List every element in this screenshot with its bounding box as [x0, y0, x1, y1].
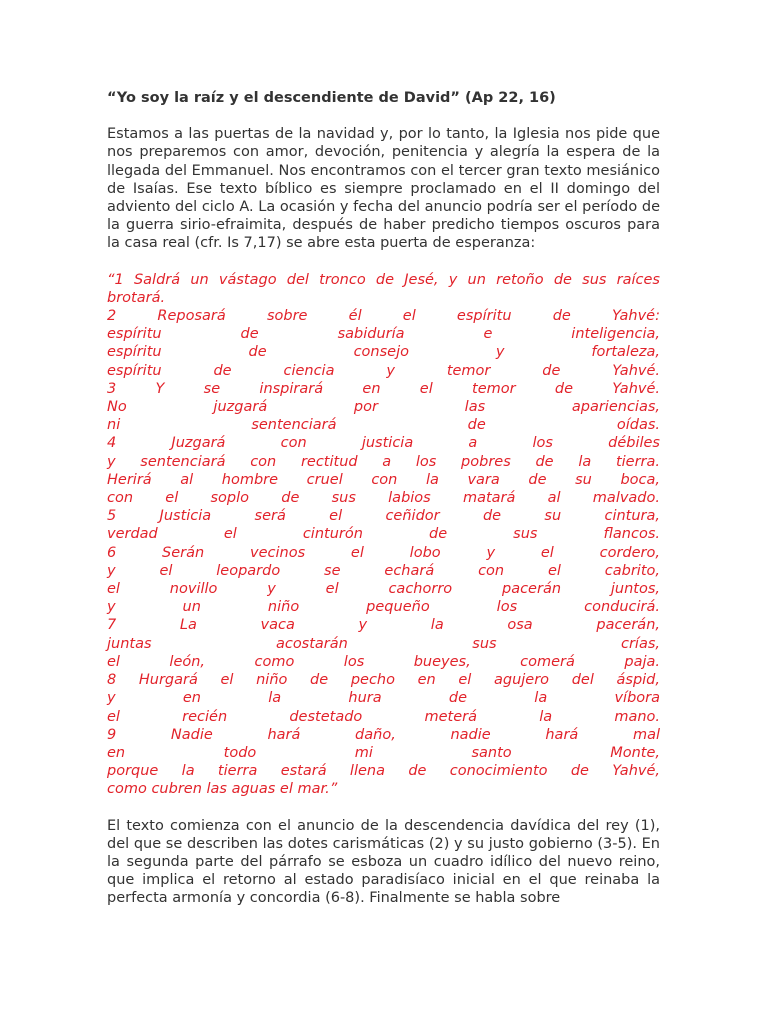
quote-line: porque la tierra estará llena de conocimiento de Yahvé, — [107, 763, 660, 780]
quote-line: y el leopardo se echará con el cabrito, — [107, 562, 660, 579]
quote-line: como cubren las aguas el mar.” — [107, 781, 338, 798]
quote-line: 5 Justicia será el ceñidor de su cintura, — [107, 508, 660, 525]
quote-line: 2 Reposará sobre él el espíritu de Yahvé: — [107, 308, 660, 325]
quote-line: y un niño pequeño los conducirá. — [107, 599, 660, 616]
quote-line: el novillo y el cachorro pacerán juntos, — [107, 581, 660, 598]
quote-line: 8 Hurgará el niño de pecho en el agujero del áspid, — [107, 672, 660, 689]
quote-line: juntas acostarán sus crías, — [107, 635, 660, 652]
quote-line: 6 Serán vecinos el lobo y el cordero, — [107, 544, 660, 561]
bible-quote — [107, 271, 660, 799]
quote-line: espíritu de ciencia y temor de Yahvé. — [107, 362, 660, 379]
quote-line: espíritu de consejo y fortaleza, — [107, 344, 660, 361]
quote-line: 9 Nadie hará daño, nadie hará mal — [107, 726, 660, 743]
quote-line: espíritu de sabiduría e inteligencia, — [107, 326, 660, 343]
quote-line: el recién destetado meterá la mano. — [107, 708, 660, 725]
quote-line: con el soplo de sus labios matará al malvado. — [107, 490, 660, 507]
quote-line: 4 Juzgará con justicia a los débiles — [107, 435, 660, 452]
quote-line: 3 Y se inspirará en el temor de Yahvé. — [107, 380, 660, 397]
quote-line: en todo mi santo Monte, — [107, 744, 660, 761]
quote-line: Herirá al hombre cruel con la vara de su boca, — [107, 471, 660, 488]
quote-line: brotará. — [107, 289, 166, 306]
closing-paragraph: El texto comienza con el anuncio de la descendencia davídica del rey (1), del que se describen las dotes carismáticas (2) y su justo gobierno (3-5). En la segunda parte del párrafo se esboza un cuadro idílico del nuevo reino, que implica el retorno al estado paradisíaco inicial en el que reinaba la perfecta armonía y concordia (6-8). Finalmente se habla sobre — [107, 817, 660, 907]
quote-line: el león, como los bueyes, comerá paja. — [107, 653, 660, 670]
quote-line: “1 Saldrá un vástago del tronco de Jesé, y un retoño de sus raíces — [107, 271, 660, 288]
intro-paragraph: Estamos a las puertas de la navidad y, por lo tanto, la Iglesia nos pide que nos preparemos con amor, devoción, penitencia y alegría la espera de la llegada del Emmanuel. Nos encontramos con el tercer gran texto mesiánico de Isaías. Ese texto bíblico es siempre proclamado en el II domingo del adviento del ciclo A. La ocasión y fecha del anuncio podría ser el período de la guerra sirio-efraimita, después de haber predicho tiempos oscuros para la casa real (cfr. Is 7,17) se abre esta puerta de esperanza: — [107, 126, 660, 252]
document-page — [107, 89, 660, 926]
quote-line: 7 La vaca y la osa pacerán, — [107, 617, 660, 634]
quote-line: No juzgará por las apariencias, — [107, 399, 660, 416]
quote-line: verdad el cinturón de sus flancos. — [107, 526, 660, 543]
document-title: “Yo soy la raíz y el descendiente de David” (Ap 22, 16) — [107, 90, 556, 106]
quote-line: y en la hura de la víbora — [107, 690, 660, 707]
quote-line: ni sentenciará de oídas. — [107, 417, 660, 434]
quote-line: y sentenciará con rectitud a los pobres de la tierra. — [107, 453, 660, 470]
